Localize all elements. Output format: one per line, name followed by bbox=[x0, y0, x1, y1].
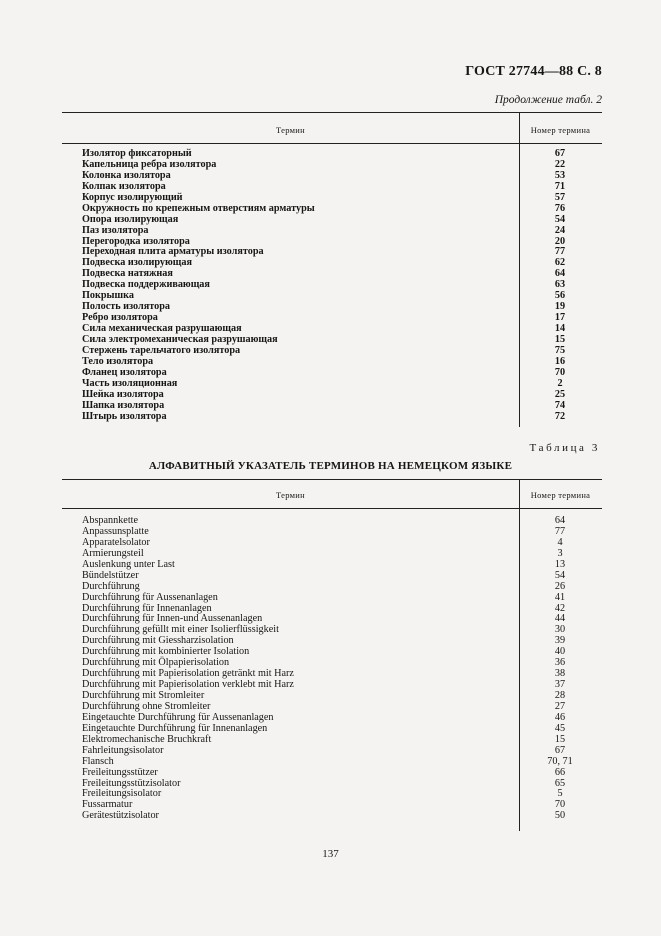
term-cell: Колонка изолятора bbox=[82, 169, 171, 181]
term-number-cell: 19 bbox=[554, 301, 566, 313]
term-cell: Eingetauchte Durchführung für Innenanlagen bbox=[82, 722, 268, 734]
term-cell: Сила электромеханическая разрушающая bbox=[82, 333, 278, 345]
term-cell: Durchführung mit Ölpapierisolation bbox=[82, 657, 230, 669]
term-cell: Apparatelsolator bbox=[82, 536, 150, 548]
term-number-cell: 70 bbox=[554, 799, 566, 811]
table-3-label: Таблица 3 bbox=[529, 442, 600, 454]
term-number-cell: 67 bbox=[554, 148, 566, 159]
term-number-cell: 15 bbox=[554, 733, 566, 745]
term-number-cell: 40 bbox=[554, 646, 566, 658]
term-number-cell: 14 bbox=[554, 323, 566, 334]
term-number-cell: 27 bbox=[554, 700, 566, 712]
term-cell: Изолятор фиксаторный bbox=[82, 148, 192, 159]
header-bottom-rule bbox=[62, 508, 602, 509]
term-number-cell: 71 bbox=[554, 180, 566, 192]
term-number-cell: 17 bbox=[554, 312, 566, 324]
page-number: 137 bbox=[322, 848, 339, 860]
term-cell: Durchführung mit Giessharzisolation bbox=[82, 635, 234, 647]
term-number-cell: 74 bbox=[554, 399, 566, 411]
term-cell: Auslenkung unter Last bbox=[82, 558, 175, 570]
term-number-cell: 46 bbox=[554, 711, 566, 723]
term-cell: Часть изоляционная bbox=[82, 377, 178, 389]
term-cell: Gerätestützisolator bbox=[82, 810, 159, 822]
term-number-cell: 45 bbox=[554, 722, 566, 734]
term-cell: Durchführung für Innen-und Aussenanlagen bbox=[82, 613, 263, 625]
term-number-cell: 76 bbox=[554, 202, 566, 214]
column-header-number: Номер термина bbox=[530, 490, 591, 500]
term-cell: Durchführung mit Papierisolation verklebt mit Harz bbox=[82, 679, 294, 691]
term-number-cell: 28 bbox=[554, 690, 566, 701]
term-cell: Bündelstützer bbox=[82, 569, 139, 581]
term-number-cell: 26 bbox=[554, 580, 566, 592]
term-cell: Паз изолятора bbox=[82, 224, 149, 236]
term-cell: Перегородка изолятора bbox=[82, 235, 190, 247]
term-number-cell: 15 bbox=[554, 333, 566, 345]
term-cell: Ребро изолятора bbox=[82, 312, 158, 324]
term-number-cell: 66 bbox=[554, 766, 566, 778]
term-cell: Подвеска поддерживающая bbox=[82, 279, 210, 291]
term-number-cell: 30 bbox=[554, 624, 566, 636]
term-number-cell: 42 bbox=[554, 602, 566, 614]
term-number-cell: 63 bbox=[554, 279, 566, 291]
term-number-cell: 22 bbox=[554, 158, 566, 170]
page-header: ГОСТ 27744—88 С. 8 bbox=[465, 64, 602, 79]
header-bottom-rule bbox=[62, 143, 602, 144]
term-cell: Durchführung gefüllt mit einer Isolierflüssigkeit bbox=[82, 624, 279, 636]
table-continuation-label: Продолжение табл. 2 bbox=[494, 94, 602, 106]
term-cell: Abspannkette bbox=[82, 515, 139, 526]
term-number-cell: 75 bbox=[554, 344, 566, 356]
term-number-cell: 72 bbox=[554, 410, 566, 422]
term-cell: Опора изолирующая bbox=[82, 213, 179, 225]
term-cell: Durchführung für Innenanlagen bbox=[82, 602, 212, 614]
term-cell: Сила механическая разрушающая bbox=[82, 323, 242, 334]
table-3-title: АЛФАВИТНЫЙ УКАЗАТЕЛЬ ТЕРМИНОВ НА НЕМЕЦКОМ ЯЗЫКЕ bbox=[148, 460, 513, 472]
column-divider bbox=[519, 112, 520, 427]
term-cell: Окружность по крепежным отверстиям арматуры bbox=[82, 202, 315, 214]
term-number-cell: 54 bbox=[554, 569, 566, 581]
term-cell: Durchführung bbox=[82, 580, 140, 592]
term-number-cell: 16 bbox=[554, 355, 566, 367]
term-number-cell: 3 bbox=[557, 547, 563, 559]
term-number-cell: 38 bbox=[554, 668, 566, 680]
term-number-cell: 77 bbox=[554, 525, 566, 537]
term-cell: Freileitungsstützisolator bbox=[82, 777, 181, 789]
column-header-term: Термин bbox=[275, 490, 306, 500]
term-cell: Fussarmatur bbox=[82, 799, 133, 811]
term-cell: Durchführung für Aussenanlagen bbox=[82, 591, 218, 603]
term-cell: Armierungsteil bbox=[82, 547, 144, 559]
term-number-cell: 37 bbox=[554, 679, 566, 691]
term-cell: Корпус изолирующий bbox=[82, 191, 183, 203]
term-cell: Капельница ребра изолятора bbox=[82, 158, 217, 170]
column-divider bbox=[519, 479, 520, 831]
term-cell: Anpassunsplatte bbox=[82, 525, 149, 537]
term-number-cell: 39 bbox=[554, 635, 566, 647]
term-cell: Durchführung mit Stromleiter bbox=[82, 690, 205, 701]
term-number-cell: 54 bbox=[554, 213, 566, 225]
term-number-cell: 41 bbox=[554, 591, 566, 603]
term-number-cell: 70 bbox=[554, 366, 566, 378]
term-cell: Шейка изолятора bbox=[82, 388, 164, 400]
term-number-cell: 25 bbox=[554, 388, 566, 400]
term-number-cell: 77 bbox=[554, 246, 566, 258]
term-cell: Штырь изолятора bbox=[82, 410, 167, 422]
column-header-number: Номер термина bbox=[530, 125, 591, 135]
term-cell: Стержень тарельчатого изолятора bbox=[82, 344, 241, 356]
term-number-cell: 64 bbox=[554, 268, 566, 280]
term-cell: Переходная плита арматуры изолятора bbox=[82, 246, 264, 258]
term-cell: Фланец изолятора bbox=[82, 366, 167, 378]
term-cell: Freileitungsisolator bbox=[82, 788, 162, 800]
term-cell: Полость изолятора bbox=[82, 301, 170, 313]
term-cell: Elektromechanische Bruchkraft bbox=[82, 733, 212, 745]
term-number-cell: 56 bbox=[554, 290, 566, 302]
term-number-cell: 67 bbox=[554, 744, 566, 756]
term-cell: Flansch bbox=[82, 755, 114, 767]
term-number-cell: 70, 71 bbox=[547, 755, 573, 767]
term-number-cell: 20 bbox=[554, 235, 566, 247]
term-number-cell: 13 bbox=[554, 558, 566, 570]
term-cell: Durchführung mit Papierisolation getränkt mit Harz bbox=[82, 668, 294, 680]
column-header-term: Термин bbox=[275, 125, 306, 135]
term-number-cell: 65 bbox=[554, 777, 566, 789]
term-number-cell: 4 bbox=[557, 536, 563, 548]
term-cell: Подвеска изолирующая bbox=[82, 257, 192, 269]
term-number-cell: 2 bbox=[557, 377, 563, 389]
term-cell: Durchführung ohne Stromleiter bbox=[82, 700, 211, 712]
term-number-cell: 57 bbox=[554, 191, 566, 203]
table-top-rule bbox=[62, 112, 602, 113]
term-number-cell: 50 bbox=[554, 810, 566, 822]
term-number-cell: 53 bbox=[554, 169, 566, 181]
term-cell: Тело изолятора bbox=[82, 355, 154, 367]
term-cell: Freileitungsstützer bbox=[82, 766, 158, 778]
term-number-cell: 36 bbox=[554, 657, 566, 669]
table-top-rule bbox=[62, 479, 602, 480]
term-number-cell: 64 bbox=[554, 515, 566, 526]
term-cell: Колпак изолятора bbox=[82, 180, 166, 192]
term-cell: Покрышка bbox=[82, 290, 134, 302]
term-cell: Подвеска натяжная bbox=[82, 268, 173, 280]
term-cell: Шапка изолятора bbox=[82, 399, 165, 411]
term-number-cell: 62 bbox=[554, 257, 566, 269]
term-number-cell: 44 bbox=[554, 613, 566, 625]
term-number-cell: 24 bbox=[554, 224, 566, 236]
term-cell: Eingetauchte Durchführung für Aussenanlagen bbox=[82, 711, 274, 723]
term-cell: Durchführung mit kombinierter Isolation bbox=[82, 646, 250, 658]
term-cell: Fahrleitungsisolator bbox=[82, 744, 164, 756]
term-number-cell: 5 bbox=[557, 788, 563, 800]
